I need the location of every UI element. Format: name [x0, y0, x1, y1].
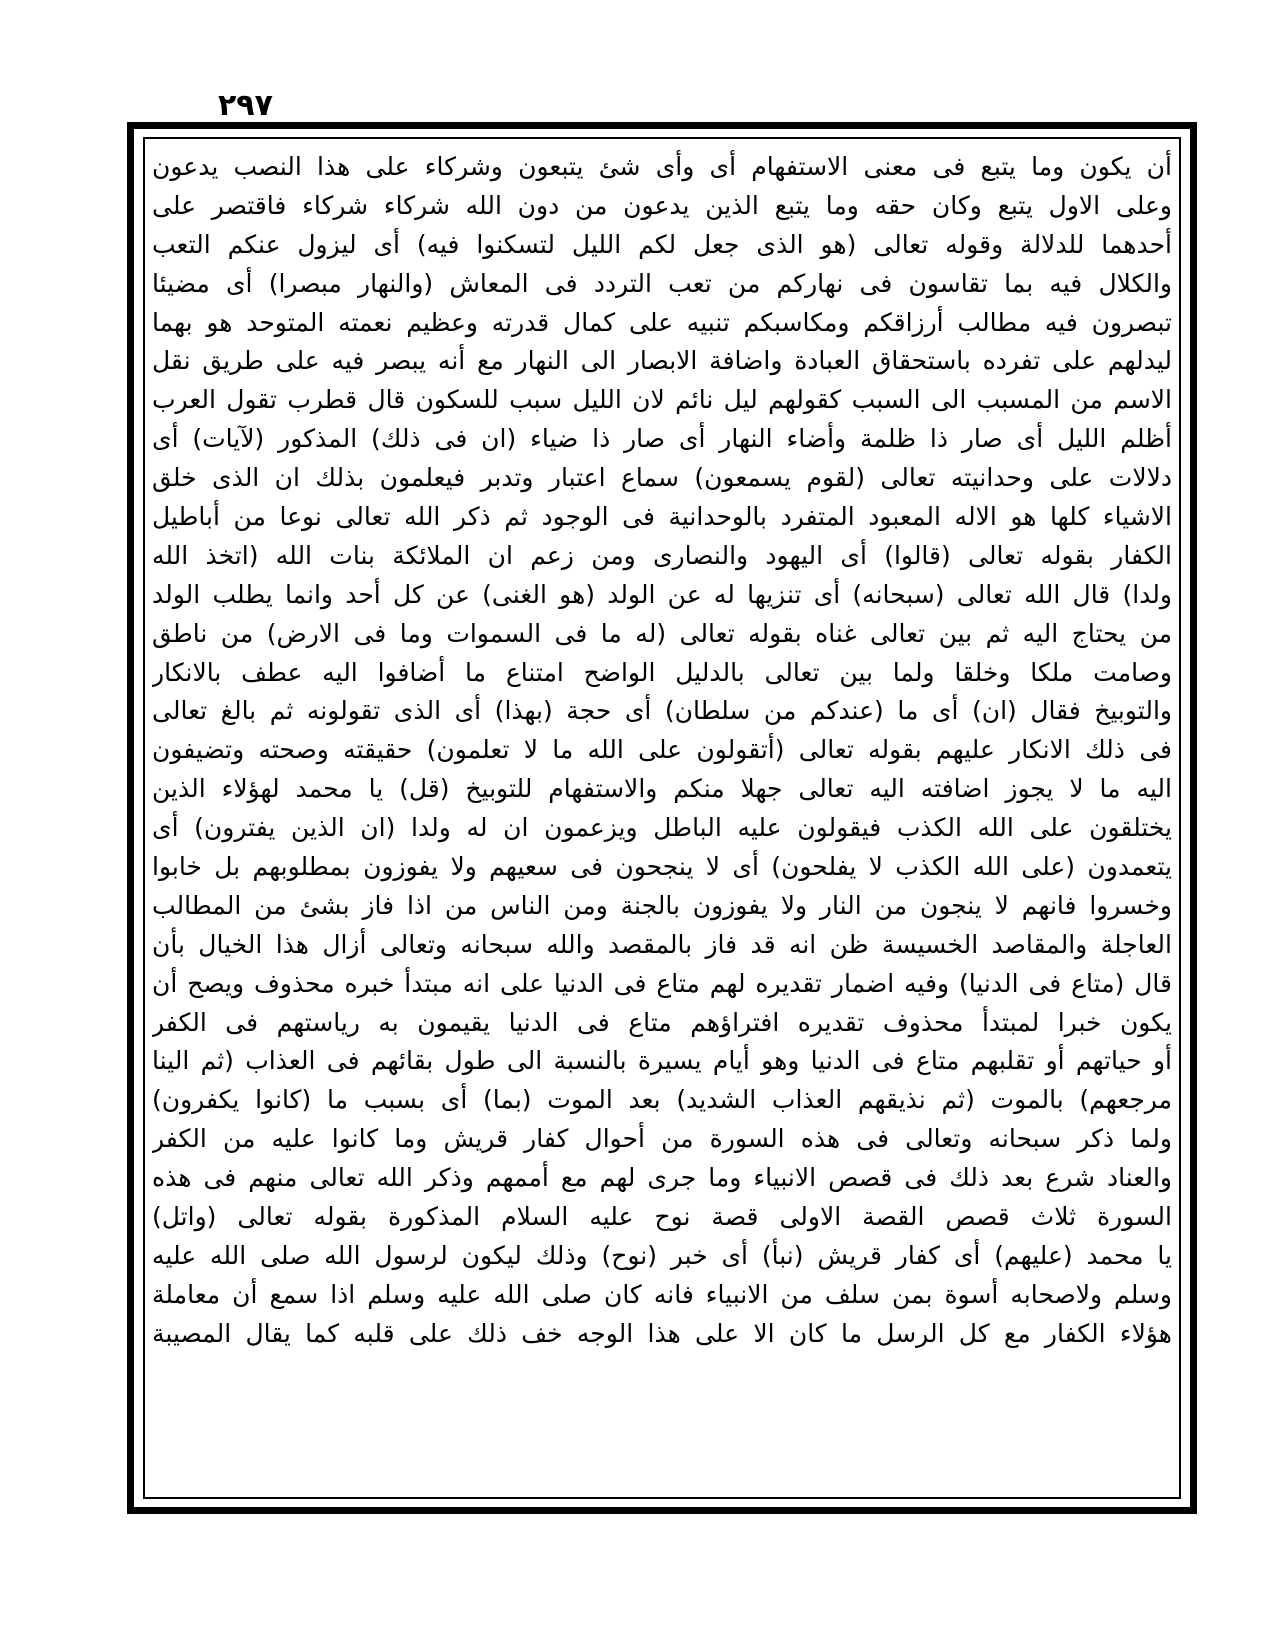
text-line: الاشياء كلها هو الاله المعبود المتفرد بالوحدانية فى الوجود ثم ذكر الله تعالى نوعا من أباطيل	[152, 502, 1172, 532]
text-line: أحدهما للدلالة وقوله تعالى (هو الذى جعل لكم الليل لتسكنوا فيه) أى ليزول عنكم التعب	[152, 229, 1172, 259]
text-line: من يحتاج اليه ثم بين تعالى غناه بقوله تعالى (له ما فى السموات وما فى الارض) من ناطق	[152, 618, 1172, 648]
text-line: وعلى الاول يتبع وكان حقه وما يتبع الذين يدعون من دون الله شركاء شركاء فاقتصر على	[152, 190, 1172, 220]
text-line: يتعمدون (على الله الكذب لا يفلحون) أى لا ينجحون فى سعيهم ولا يفوزون بمطلوبهم بل خابوا	[152, 852, 1172, 882]
text-line: يختلقون على الله الكذب فيقولون عليه الباطل ويزعمون ان له ولدا (ان الذين يفترون) أى	[152, 813, 1172, 843]
text-block	[152, 148, 1172, 1494]
text-line: يا محمد (عليهم) أى كفار قريش (نبأ) أى خبر (نوح) وذلك ليكون لرسول الله صلى الله عليه	[152, 1240, 1172, 1270]
text-line: تبصرون فيه مطالب أرزاقكم ومكاسبكم تنبيه على كمال قدرته وعظيم نعمته المتوحد هو بهما	[152, 307, 1172, 337]
text-line: أن يكون وما يتبع فى معنى الاستفهام أى وأى شئ يتبعون وشركاء على هذا النصب يدعون	[152, 152, 1172, 181]
text-line: وسلم ولاصحابه أسوة بمن سلف من الانبياء فانه كان صلى الله عليه وسلم اذا سمع أن معاملة	[152, 1279, 1172, 1309]
text-line: مرجعهم) بالموت (ثم نذيقهم العذاب الشديد) بعد الموت (بما) أى بسبب ما (كانوا يكفرون)	[152, 1085, 1172, 1115]
text-line: والتوبيخ فقال (ان) أى ما (عندكم من سلطان) أى حجة (بهذا) أى الذى تقولونه ثم بالغ تعالى	[152, 696, 1172, 726]
text-line: السورة ثلاث قصص القصة الاولى قصة نوح عليه السلام المذكورة بقوله تعالى (واتل)	[152, 1202, 1172, 1232]
text-line: يكون خبرا لمبتدأ محذوف تقديره افتراؤهم متاع فى الدنيا يقيمون به رياستهم فى الكفر	[152, 1007, 1172, 1037]
text-line: والعناد شرع بعد ذلك فى قصص الانبياء وما جرى لهم مع أممهم وذكر الله تعالى منهم فى هذه	[152, 1163, 1172, 1193]
text-line: ولدا) قال الله تعالى (سبحانه) أى تنزيها له عن الولد (هو الغنى) عن كل أحد وانما يطلب الولد	[152, 579, 1172, 609]
text-line: وصامت ملكا وخلقا ولما بين تعالى بالدليل الواضح امتناع ما أضافوا اليه عطف بالانكار	[152, 657, 1172, 687]
text-line: وخسروا فانهم لا ينجون من النار ولا يفوزون بالجنة ومن الناس من اذا فاز بشئ من المطالب	[152, 890, 1172, 920]
text-line: والكلال فيه بما تقاسون فى نهاركم من تعب التردد فى المعاش (والنهار مبصرا) أى مضيئا	[152, 268, 1172, 298]
text-line: ليدلهم على تفرده باستحقاق العبادة واضافة الابصار الى النهار مع أنه يبصر فيه على طريق نقل	[152, 346, 1172, 376]
text-line: أو حياتهم أو تقلبهم متاع فى الدنيا وهو أيام يسيرة بالنسبة الى طول بقائهم فى العذاب (ثم الينا	[152, 1046, 1172, 1076]
text-line: دلالات على وحدانيته تعالى (لقوم يسمعون) سماع اعتبار وتدبر فيعلمون بذلك ان الذى خلق	[152, 463, 1172, 493]
page-number: ٢٩٧	[218, 88, 273, 123]
text-line: العاجلة والمقاصد الخسيسة ظن انه قد فاز بالمقصد والله سبحانه وتعالى أزال هذا الخيال بأن	[152, 929, 1172, 959]
text-line: قال (متاع فى الدنيا) وفيه اضمار تقديره لهم متاع فى الدنيا على انه مبتدأ خبره محذوف ويصح أن	[152, 968, 1172, 998]
text-line: اليه ما لا يجوز اضافته اليه تعالى جهلا منكم والاستفهام للتوبيخ (قل) يا محمد لهؤلاء الذين	[152, 774, 1172, 804]
text-line: الاسم من المسبب الى السبب كقولهم ليل نائم لان الليل سبب للسكون قال قطرب تقول العرب	[152, 385, 1172, 415]
text-line: فى ذلك الانكار عليهم بقوله تعالى (أتقولون على الله ما لا تعلمون) حقيقته وصحته وتضيفون	[152, 735, 1172, 765]
text-line: الكفار بقوله تعالى (قالوا) أى اليهود والنصارى ومن زعم ان الملائكة بنات الله (اتخذ الله	[152, 540, 1172, 570]
text-line: أظلم الليل أى صار ذا ظلمة وأضاء النهار أى صار ذا ضياء (ان فى ذلك) المذكور (لآيات) أى	[152, 424, 1172, 454]
text-line: ولما ذكر سبحانه وتعالى فى هذه السورة من أحوال كفار قريش وما كانوا عليه من الكفر	[152, 1124, 1172, 1154]
text-line: هؤلاء الكفار مع كل الرسل ما كان الا على هذا الوجه خف ذلك على قلبه كما يقال المصيبة	[152, 1318, 1172, 1348]
